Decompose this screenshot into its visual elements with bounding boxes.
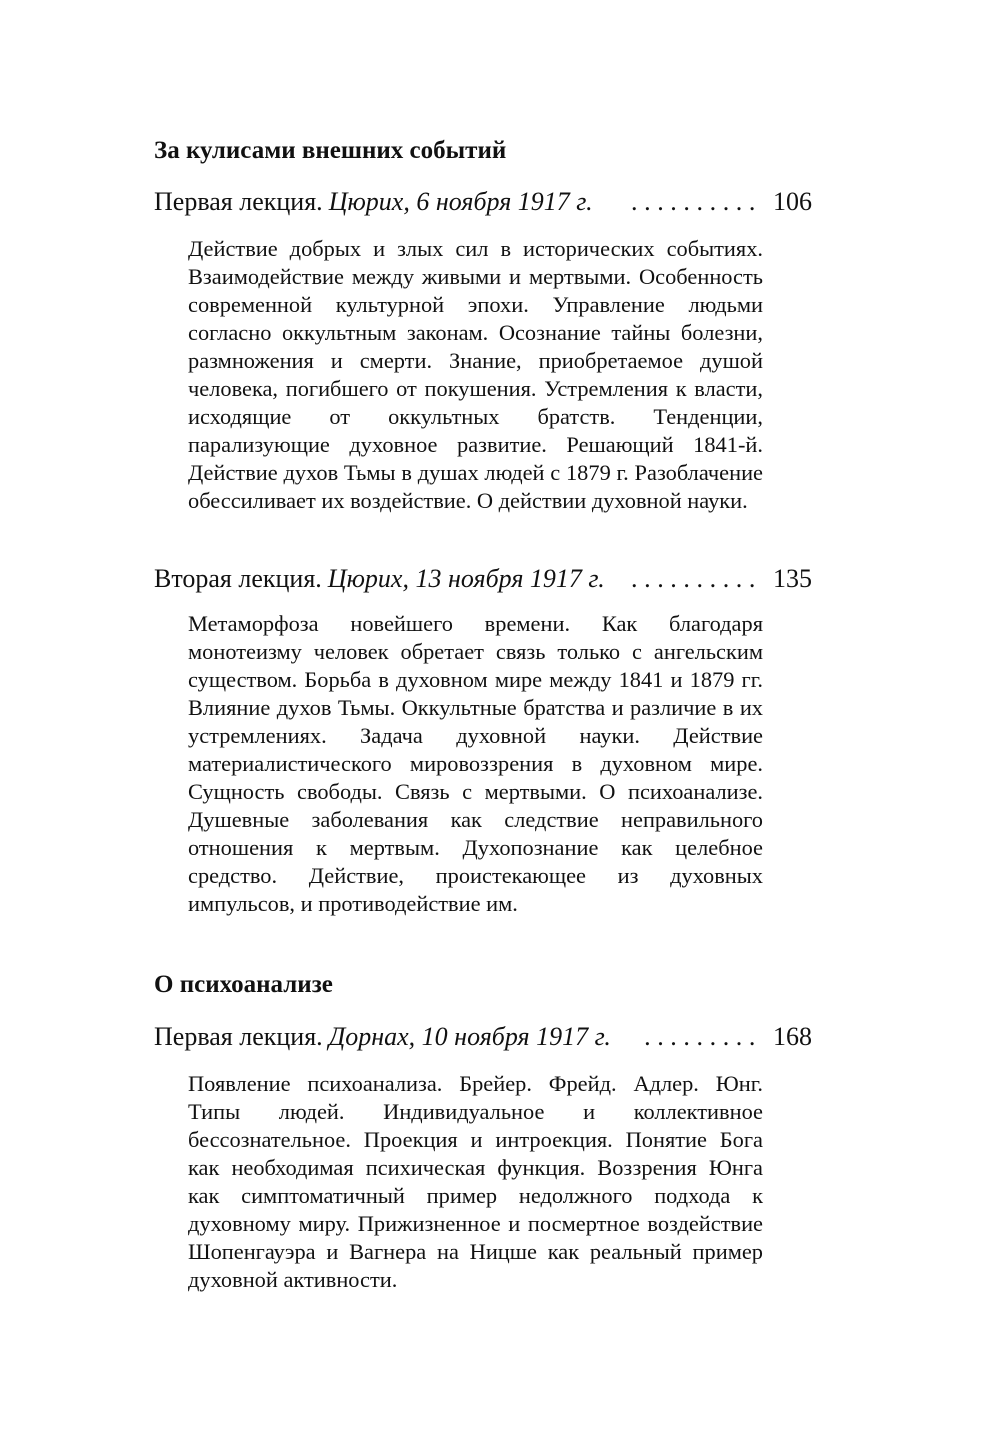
page-number[interactable]: 106 [773,187,812,216]
lecture-label: Вторая лекция. [154,564,322,593]
dot-leader: .......... [631,564,762,593]
lecture-summary: Появление психоанализа. Брейер. Фрейд. Адлер. Юнг. Типы людей. Индивидуальное и коллективное бессознательное. Проекция и интроекция. Понятие Бога как необходимая психическая функция. Воззрения Юнга как симптоматичный пример недолжного подхода к духовному миру. Прижизненное и посмертное воздействие Шопенгауэра и Вагнера на Ницше как реальный пример духовной активности. [188,1071,763,1292]
lecture-summary: Метаморфоза новейшего времени. Как благодаря монотеизму человек обретает связь только с ангельским существом. Борьба в духовном мире между 1841 и 1879 гг. Влияние духов Тьмы. Оккультные братства и различие в их устремлениях. Задача духовной науки. Действие материалистического мировоззрения в духовном мире. Сущность свободы. Связь с мертвыми. О психоанализе. Душевные заболевания как следствие неправильного отношения к мертвым. Духопознание как целебное средство. Действие, проистекающее из духовных импульсов, и противодействие им. [188,611,763,916]
section-title: О психоанализе [154,971,333,998]
dot-leader: ......... [644,1022,762,1051]
lecture-place-date: Дорнах, 10 ноября 1917 г. [328,1022,611,1051]
toc-entry-line[interactable] [154,186,812,218]
toc-entry-line[interactable] [154,563,812,595]
toc-entry-line[interactable] [154,1021,812,1053]
page-number[interactable]: 168 [773,1022,812,1051]
section-title: За кулисами внешних событий [154,137,507,164]
lecture-place-date: Цюрих, 6 ноября 1917 г. [328,187,593,216]
page-number[interactable]: 135 [773,564,812,593]
lecture-label: Первая лекция. [154,187,323,216]
lecture-place-date: Цюрих, 13 ноября 1917 г. [327,564,605,593]
lecture-label: Первая лекция. [154,1022,323,1051]
lecture-summary: Действие добрых и злых сил в исторических событиях. Взаимодействие между живыми и мертвыми. Особенность современной культурной эпохи. Управление людьми согласно оккультным законам. Осознание тайны болезни, размножения и смерти. Знание, приобретаемое душой человека, погибшего от покушения. Устремления к власти, исходящие от оккультных братств. Тенденции, парализующие духовное развитие. Решающий 1841-й. Действие духов Тьмы в душах людей с 1879 г. Разоблачение обессиливает их воздействие. О действии духовной науки. [188,236,763,513]
dot-leader: .......... [631,187,762,216]
